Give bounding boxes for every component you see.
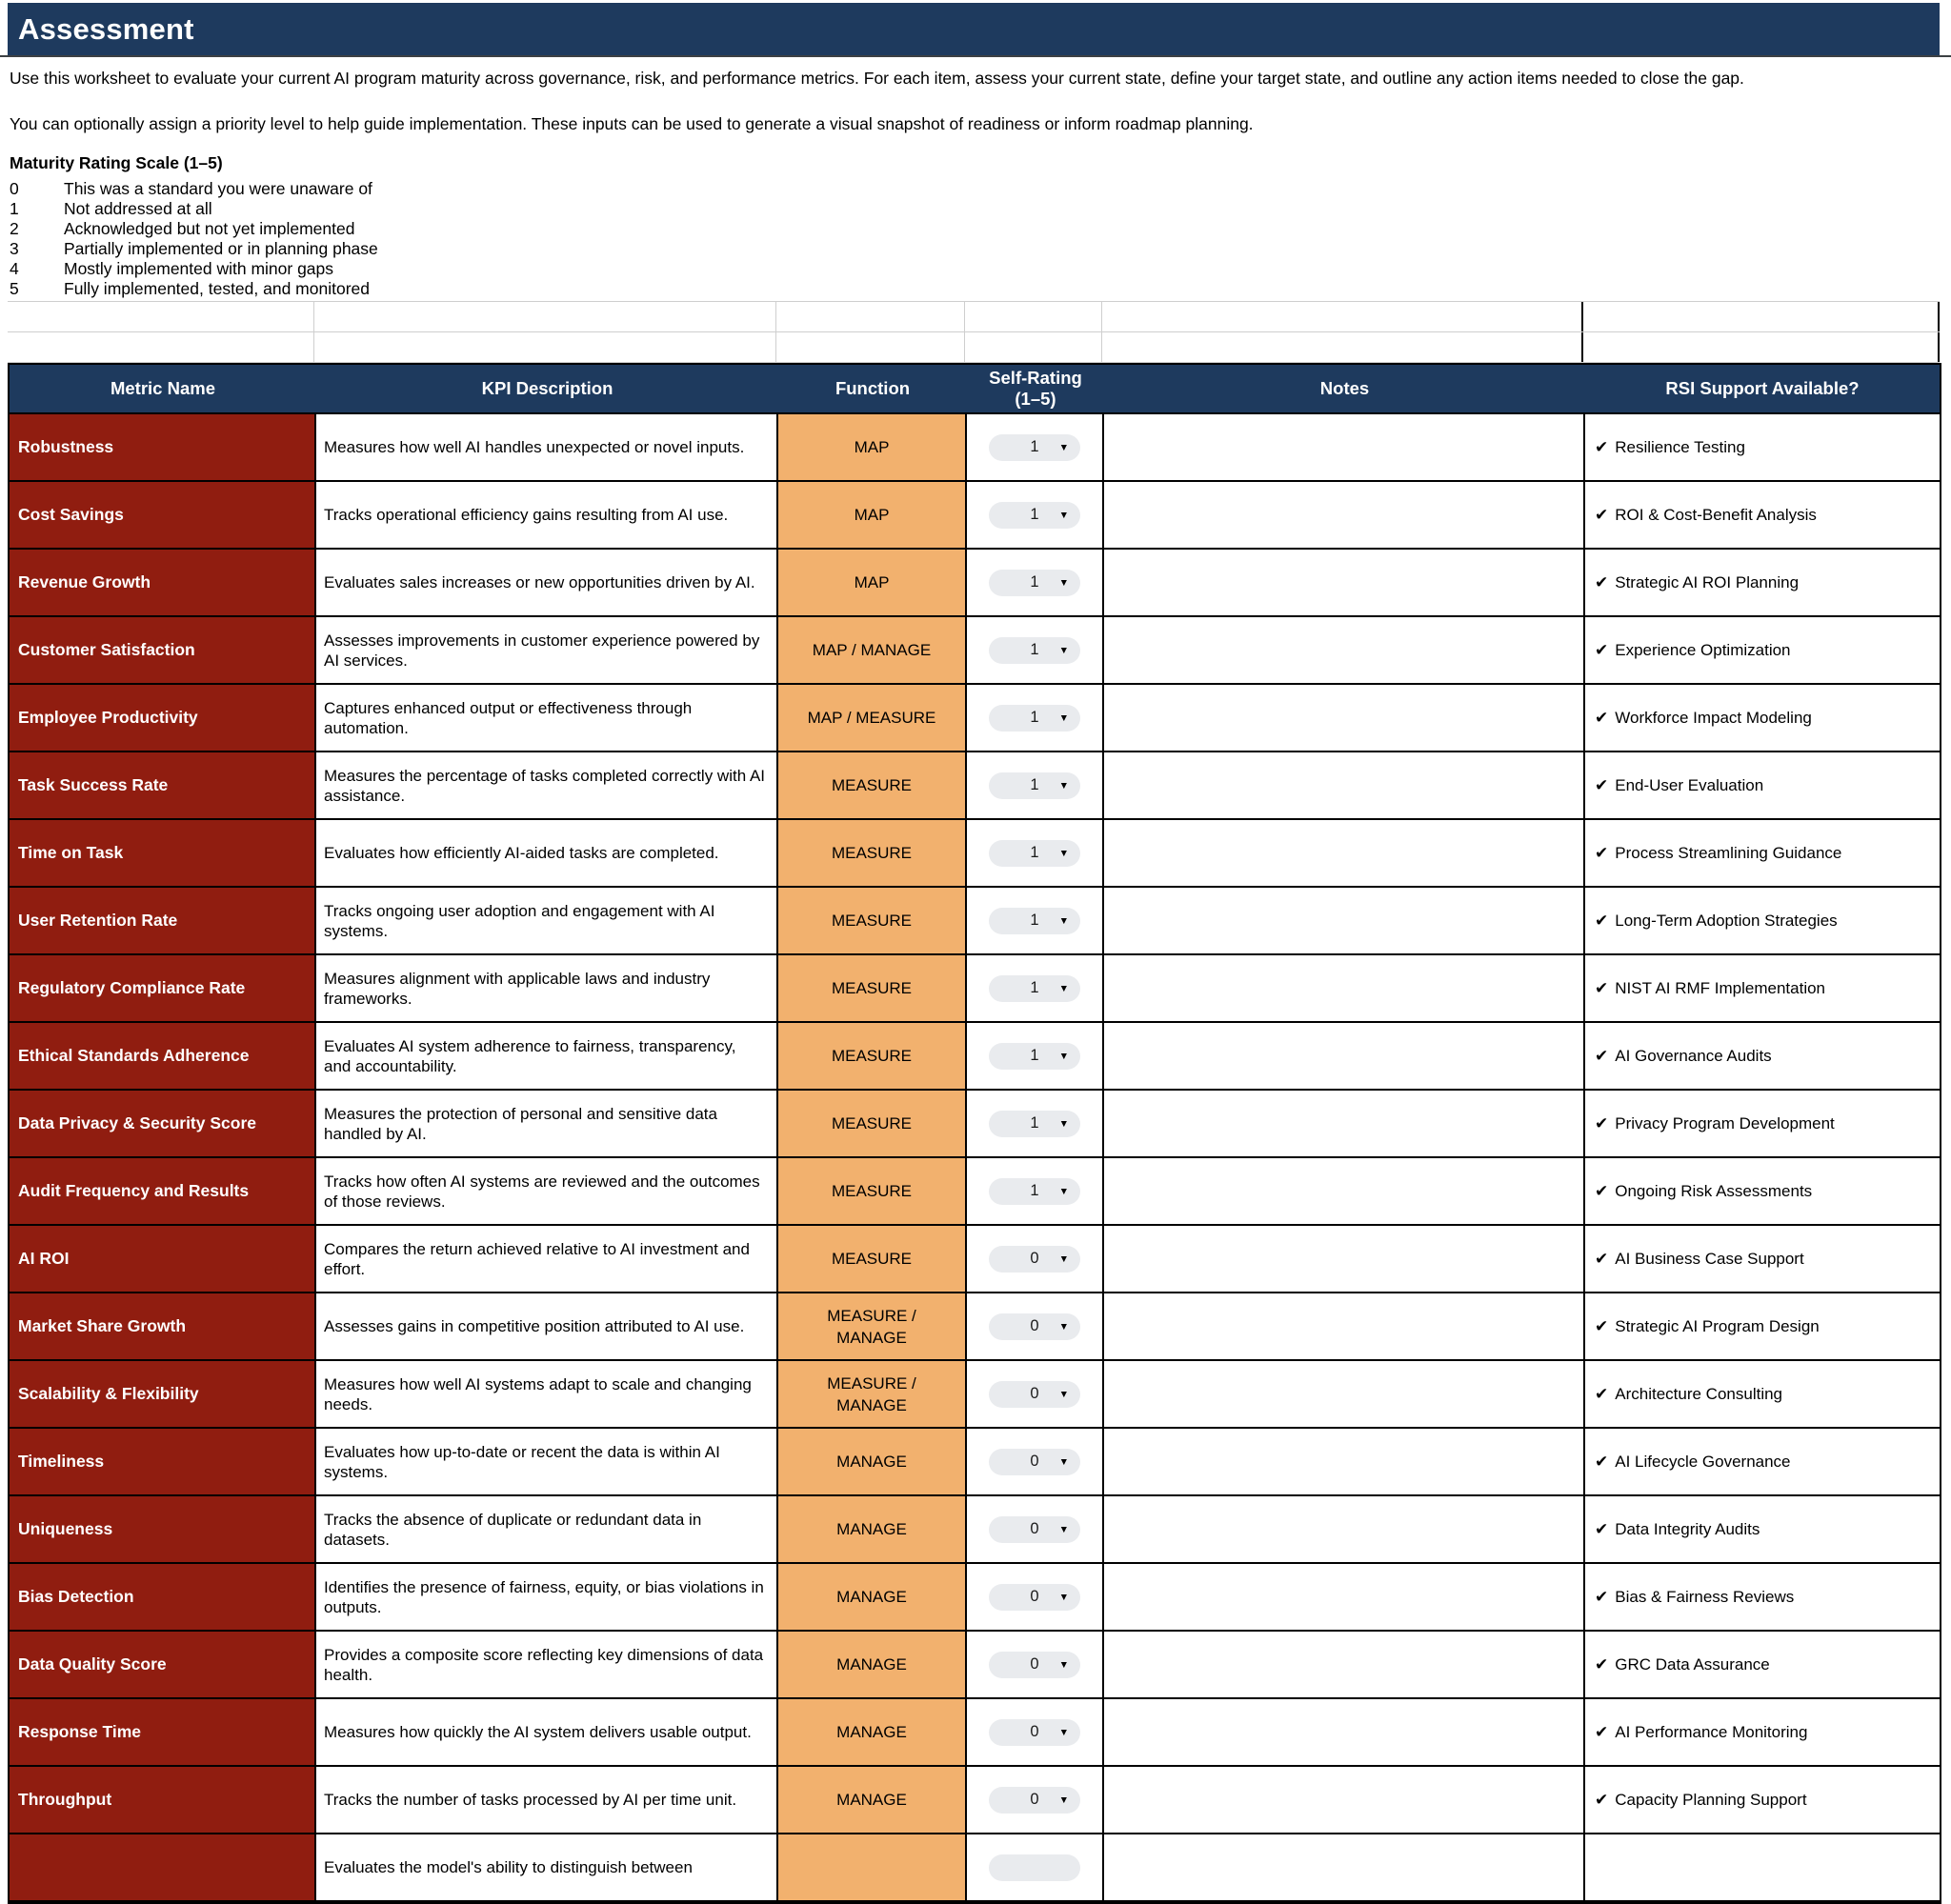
kpi-description-cell: Measures how well AI handles unexpected or novel inputs. <box>316 414 778 482</box>
chevron-down-icon: ▼ <box>1058 847 1069 859</box>
self-rating-value: 0 <box>1030 1791 1039 1808</box>
rsi-support-cell <box>1585 1429 1940 1496</box>
metric-name-cell: Bias Detection <box>10 1564 316 1632</box>
self-rating-cell <box>967 1564 1104 1632</box>
function-cell: MANAGE <box>778 1632 967 1699</box>
rsi-support-cell <box>1585 1564 1940 1632</box>
chevron-down-icon: ▼ <box>1058 1523 1069 1535</box>
rsi-support-label: Resilience Testing <box>1615 438 1745 456</box>
notes-cell[interactable] <box>1104 1429 1585 1496</box>
rsi-support-label: Data Integrity Audits <box>1615 1520 1760 1538</box>
self-rating-value: 1 <box>1030 1182 1039 1199</box>
self-rating-cell <box>967 820 1104 888</box>
self-rating-dropdown[interactable] <box>989 1854 1080 1881</box>
rsi-support-cell <box>1585 550 1940 617</box>
table-row <box>10 1091 1940 1158</box>
table-row <box>10 752 1940 820</box>
table-row <box>10 685 1940 752</box>
chevron-down-icon: ▼ <box>1058 1320 1069 1333</box>
notes-cell[interactable] <box>1104 1023 1585 1091</box>
table-row <box>10 1632 1940 1699</box>
rsi-support-label: ROI & Cost-Benefit Analysis <box>1615 506 1817 524</box>
self-rating-cell <box>967 550 1104 617</box>
metric-name-cell: Market Share Growth <box>10 1293 316 1361</box>
kpi-description-cell: Tracks ongoing user adoption and engagement with AI systems. <box>316 888 778 955</box>
rsi-support-cell <box>1585 955 1940 1023</box>
self-rating-value: 1 <box>1030 438 1039 455</box>
assessment-table <box>8 363 1941 1904</box>
rating-scale-item <box>10 239 1928 259</box>
rating-scale-item <box>10 259 1928 279</box>
function-cell: MEASURE <box>778 888 967 955</box>
table-row <box>10 414 1940 482</box>
check-icon: ✔ <box>1595 1047 1609 1065</box>
rsi-support-cell <box>1585 888 1940 955</box>
self-rating-dropdown[interactable] <box>989 1787 1080 1814</box>
rsi-support-cell <box>1585 1226 1940 1293</box>
column-header-kpi-description: KPI Description <box>481 378 613 398</box>
rating-scale-item <box>10 199 1928 219</box>
metric-name-cell: Time on Task <box>10 820 316 888</box>
function-cell: MAP <box>778 414 967 482</box>
kpi-description-cell: Evaluates sales increases or new opportunities driven by AI. <box>316 550 778 617</box>
self-rating-cell <box>967 1158 1104 1226</box>
self-rating-dropdown[interactable] <box>989 637 1080 664</box>
rsi-support-label: AI Performance Monitoring <box>1615 1723 1808 1741</box>
rating-scale-level: 1 <box>10 199 19 218</box>
table-row <box>10 1023 1940 1091</box>
self-rating-cell <box>967 1767 1104 1834</box>
function-cell: MEASURE <box>778 1023 967 1091</box>
rating-scale-level: 4 <box>10 259 19 278</box>
function-cell: MEASURE / MANAGE <box>778 1361 967 1429</box>
self-rating-cell <box>967 888 1104 955</box>
rating-scale-level: 5 <box>10 279 19 298</box>
rsi-support-label: Bias & Fairness Reviews <box>1615 1588 1795 1606</box>
rating-scale-list <box>10 179 1928 299</box>
column-header-notes: Notes <box>1319 378 1370 398</box>
self-rating-value: 1 <box>1030 979 1039 996</box>
self-rating-dropdown[interactable] <box>989 1111 1080 1137</box>
rating-scale-item <box>10 219 1928 239</box>
notes-cell[interactable] <box>1104 617 1585 685</box>
rsi-support-label: AI Lifecycle Governance <box>1615 1453 1791 1471</box>
rating-scale-label: Fully implemented, tested, and monitored <box>64 279 370 298</box>
metric-name-cell: Ethical Standards Adherence <box>10 1023 316 1091</box>
self-rating-value: 0 <box>1030 1453 1039 1470</box>
check-icon: ✔ <box>1595 709 1609 727</box>
self-rating-value: 0 <box>1030 1385 1039 1402</box>
rsi-support-cell <box>1585 1361 1940 1429</box>
table-body <box>10 414 1940 1902</box>
metric-name-cell: Customer Satisfaction <box>10 617 316 685</box>
function-cell: MANAGE <box>778 1699 967 1767</box>
table-row <box>10 1226 1940 1293</box>
self-rating-value: 0 <box>1030 1588 1039 1605</box>
table-row <box>10 820 1940 888</box>
empty-grid-rows <box>8 301 1940 363</box>
kpi-description-cell: Evaluates AI system adherence to fairness, transparency, and accountability. <box>316 1023 778 1091</box>
chevron-down-icon: ▼ <box>1058 1253 1069 1265</box>
empty-grid-row <box>8 332 1940 363</box>
check-icon: ✔ <box>1595 1588 1609 1606</box>
metric-name-cell: Regulatory Compliance Rate <box>10 955 316 1023</box>
self-rating-dropdown[interactable] <box>989 1516 1080 1543</box>
notes-cell[interactable] <box>1104 820 1585 888</box>
kpi-description-cell: Tracks how often AI systems are reviewed and the outcomes of those reviews. <box>316 1158 778 1226</box>
kpi-description-cell: Evaluates how efficiently AI-aided tasks are completed. <box>316 820 778 888</box>
notes-cell[interactable] <box>1104 1361 1585 1429</box>
table-header-row <box>10 363 1940 414</box>
rating-scale-item <box>10 279 1928 299</box>
rsi-support-cell <box>1585 1834 1940 1902</box>
kpi-description-cell: Identifies the presence of fairness, equity, or bias violations in outputs. <box>316 1564 778 1632</box>
kpi-description-cell: Tracks operational efficiency gains resulting from AI use. <box>316 482 778 550</box>
kpi-description-cell: Tracks the absence of duplicate or redundant data in datasets. <box>316 1496 778 1564</box>
self-rating-cell <box>967 1834 1104 1902</box>
chevron-down-icon: ▼ <box>1058 576 1069 589</box>
rsi-support-label: Experience Optimization <box>1615 641 1791 659</box>
check-icon: ✔ <box>1595 1723 1609 1741</box>
table-row <box>10 1429 1940 1496</box>
check-icon: ✔ <box>1595 912 1609 930</box>
self-rating-cell <box>967 617 1104 685</box>
self-rating-dropdown[interactable] <box>989 1584 1080 1611</box>
self-rating-cell <box>967 1293 1104 1361</box>
table-row <box>10 550 1940 617</box>
rating-scale-level: 3 <box>10 239 19 258</box>
self-rating-value: 0 <box>1030 1655 1039 1673</box>
sheet-title-bar <box>8 3 1940 55</box>
rsi-support-cell <box>1585 1699 1940 1767</box>
self-rating-cell <box>967 685 1104 752</box>
self-rating-cell <box>967 1632 1104 1699</box>
table-row <box>10 1158 1940 1226</box>
self-rating-value: 1 <box>1030 506 1039 523</box>
self-rating-dropdown[interactable] <box>989 772 1080 799</box>
table-row <box>10 1293 1940 1361</box>
column-header-self-rating: Self-Rating (1–5) <box>989 368 1082 409</box>
metric-name-cell: Cost Savings <box>10 482 316 550</box>
self-rating-value <box>989 1854 1080 1881</box>
kpi-description-cell: Assesses improvements in customer experience powered by AI services. <box>316 617 778 685</box>
self-rating-cell <box>967 1361 1104 1429</box>
table-row <box>10 1767 1940 1834</box>
rsi-support-cell <box>1585 414 1940 482</box>
check-icon: ✔ <box>1595 438 1609 456</box>
table-row <box>10 955 1940 1023</box>
chevron-down-icon: ▼ <box>1058 644 1069 656</box>
chevron-down-icon: ▼ <box>1058 914 1069 927</box>
metric-name-cell: Task Success Rate <box>10 752 316 820</box>
check-icon: ✔ <box>1595 776 1609 794</box>
chevron-down-icon: ▼ <box>1058 509 1069 521</box>
kpi-description-cell: Measures alignment with applicable laws and industry frameworks. <box>316 955 778 1023</box>
rsi-support-label: Capacity Planning Support <box>1615 1791 1807 1809</box>
self-rating-dropdown[interactable] <box>989 502 1080 529</box>
self-rating-cell <box>967 414 1104 482</box>
self-rating-dropdown[interactable] <box>989 434 1080 461</box>
function-cell: MANAGE <box>778 1429 967 1496</box>
chevron-down-icon: ▼ <box>1058 1455 1069 1468</box>
chevron-down-icon: ▼ <box>1058 1794 1069 1806</box>
chevron-down-icon: ▼ <box>1058 1185 1069 1197</box>
rsi-support-cell <box>1585 685 1940 752</box>
rsi-support-label: AI Governance Audits <box>1615 1047 1772 1065</box>
check-icon: ✔ <box>1595 1317 1609 1335</box>
self-rating-cell <box>967 1429 1104 1496</box>
function-cell: MANAGE <box>778 1767 967 1834</box>
metric-name-cell: AI ROI <box>10 1226 316 1293</box>
self-rating-dropdown[interactable] <box>989 1381 1080 1408</box>
notes-cell[interactable] <box>1104 414 1585 482</box>
chevron-down-icon: ▼ <box>1058 1388 1069 1400</box>
rating-scale-label: Mostly implemented with minor gaps <box>64 259 334 278</box>
table-row <box>10 888 1940 955</box>
rating-scale-label: Not addressed at all <box>64 199 212 218</box>
table-row <box>10 1564 1940 1632</box>
self-rating-cell <box>967 1496 1104 1564</box>
rsi-support-label: Strategic AI Program Design <box>1615 1317 1820 1335</box>
notes-cell[interactable] <box>1104 1226 1585 1293</box>
kpi-description-cell: Compares the return achieved relative to AI investment and effort. <box>316 1226 778 1293</box>
kpi-description-cell: Assesses gains in competitive position attributed to AI use. <box>316 1293 778 1361</box>
self-rating-cell <box>967 1023 1104 1091</box>
check-icon: ✔ <box>1595 1182 1609 1200</box>
kpi-description-cell: Tracks the number of tasks processed by AI per time unit. <box>316 1767 778 1834</box>
chevron-down-icon: ▼ <box>1058 779 1069 792</box>
metric-name-cell: Data Quality Score <box>10 1632 316 1699</box>
rating-scale-heading: Maturity Rating Scale (1–5) <box>10 153 223 172</box>
self-rating-value: 1 <box>1030 709 1039 726</box>
self-rating-value: 1 <box>1030 641 1039 658</box>
rsi-support-label: AI Business Case Support <box>1615 1250 1804 1268</box>
check-icon: ✔ <box>1595 1791 1609 1809</box>
check-icon: ✔ <box>1595 1453 1609 1471</box>
kpi-description-cell: Measures how well AI systems adapt to scale and changing needs. <box>316 1361 778 1429</box>
rating-scale-level: 2 <box>10 219 19 238</box>
metric-name-cell: Response Time <box>10 1699 316 1767</box>
metric-name-cell: Revenue Growth <box>10 550 316 617</box>
table-row <box>10 617 1940 685</box>
self-rating-value: 0 <box>1030 1250 1039 1267</box>
self-rating-value: 0 <box>1030 1723 1039 1740</box>
self-rating-value: 1 <box>1030 1047 1039 1064</box>
check-icon: ✔ <box>1595 573 1609 591</box>
self-rating-dropdown[interactable] <box>989 1178 1080 1205</box>
self-rating-dropdown[interactable] <box>989 1246 1080 1273</box>
self-rating-value: 1 <box>1030 1114 1039 1132</box>
function-cell: MEASURE <box>778 752 967 820</box>
rsi-support-label: Architecture Consulting <box>1615 1385 1783 1403</box>
title-divider <box>0 55 1951 57</box>
self-rating-cell <box>967 482 1104 550</box>
self-rating-value: 1 <box>1030 776 1039 793</box>
rating-scale-label: Acknowledged but not yet implemented <box>64 219 355 238</box>
metric-name-cell: Timeliness <box>10 1429 316 1496</box>
rating-scale-label: Partially implemented or in planning phase <box>64 239 378 258</box>
check-icon: ✔ <box>1595 844 1609 862</box>
rsi-support-label: Ongoing Risk Assessments <box>1615 1182 1813 1200</box>
check-icon: ✔ <box>1595 1250 1609 1268</box>
table-row <box>10 1834 1940 1902</box>
intro-paragraph-2: You can optionally assign a priority level to help guide implementation. These inputs can be used to generate a visual snapshot of readiness or inform roadmap planning. <box>10 114 1254 133</box>
notes-cell[interactable] <box>1104 685 1585 752</box>
kpi-description-cell: Provides a composite score reflecting key dimensions of data health. <box>316 1632 778 1699</box>
metric-name-cell: Employee Productivity <box>10 685 316 752</box>
rsi-support-label: Privacy Program Development <box>1615 1114 1835 1132</box>
rsi-support-label: Strategic AI ROI Planning <box>1615 573 1800 591</box>
rsi-support-label: Workforce Impact Modeling <box>1615 709 1812 727</box>
notes-cell[interactable] <box>1104 1496 1585 1564</box>
function-cell: MEASURE <box>778 1226 967 1293</box>
check-icon: ✔ <box>1595 1655 1609 1674</box>
chevron-down-icon: ▼ <box>1058 441 1069 453</box>
metric-name-cell <box>10 1834 316 1902</box>
self-rating-cell <box>967 1699 1104 1767</box>
check-icon: ✔ <box>1595 979 1609 997</box>
check-icon: ✔ <box>1595 1520 1609 1538</box>
notes-cell[interactable] <box>1104 1632 1585 1699</box>
metric-name-cell: Robustness <box>10 414 316 482</box>
self-rating-cell <box>967 1226 1104 1293</box>
column-header-rsi-support: RSI Support Available? <box>1665 378 1860 398</box>
rsi-support-cell <box>1585 1767 1940 1834</box>
metric-name-cell: Uniqueness <box>10 1496 316 1564</box>
notes-cell[interactable] <box>1104 1091 1585 1158</box>
notes-cell[interactable] <box>1104 1767 1585 1834</box>
self-rating-cell <box>967 955 1104 1023</box>
self-rating-dropdown[interactable] <box>989 908 1080 934</box>
table-row <box>10 1361 1940 1429</box>
self-rating-value: 0 <box>1030 1317 1039 1334</box>
table-row <box>10 1496 1940 1564</box>
self-rating-value: 0 <box>1030 1520 1039 1537</box>
self-rating-cell <box>967 752 1104 820</box>
rating-scale-item <box>10 179 1928 199</box>
chevron-down-icon: ▼ <box>1058 1117 1069 1130</box>
metric-name-cell: Scalability & Flexibility <box>10 1361 316 1429</box>
self-rating-value: 1 <box>1030 912 1039 929</box>
metric-name-cell: Audit Frequency and Results <box>10 1158 316 1226</box>
rsi-support-label: Process Streamlining Guidance <box>1615 844 1842 862</box>
function-cell: MAP / MEASURE <box>778 685 967 752</box>
function-cell: MEASURE <box>778 955 967 1023</box>
function-cell: MANAGE <box>778 1496 967 1564</box>
notes-cell[interactable] <box>1104 1834 1585 1902</box>
kpi-description-cell: Captures enhanced output or effectiveness through automation. <box>316 685 778 752</box>
rsi-support-cell <box>1585 482 1940 550</box>
self-rating-dropdown[interactable] <box>989 1719 1080 1746</box>
check-icon: ✔ <box>1595 1114 1609 1132</box>
rsi-support-label: GRC Data Assurance <box>1615 1655 1770 1674</box>
check-icon: ✔ <box>1595 1385 1609 1403</box>
function-cell: MAP <box>778 482 967 550</box>
function-cell: MEASURE <box>778 820 967 888</box>
kpi-description-cell: Measures the percentage of tasks completed correctly with AI assistance. <box>316 752 778 820</box>
intro-paragraph-1: Use this worksheet to evaluate your current AI program maturity across governance, risk, and performance metrics. For each item, assess your current state, define your target state, and outline any action items needed to close the gap. <box>10 69 1744 88</box>
notes-cell[interactable] <box>1104 888 1585 955</box>
rsi-support-cell <box>1585 617 1940 685</box>
function-cell: MANAGE <box>778 1564 967 1632</box>
notes-cell[interactable] <box>1104 1699 1585 1767</box>
table-row <box>10 482 1940 550</box>
rsi-support-label: Long-Term Adoption Strategies <box>1615 912 1838 930</box>
self-rating-dropdown[interactable] <box>989 975 1080 1002</box>
function-cell: MAP <box>778 550 967 617</box>
rsi-support-label: NIST AI RMF Implementation <box>1615 979 1826 997</box>
column-header-metric-name: Metric Name <box>110 378 215 398</box>
self-rating-dropdown[interactable] <box>989 1449 1080 1475</box>
function-cell: MEASURE / MANAGE <box>778 1293 967 1361</box>
chevron-down-icon: ▼ <box>1058 1658 1069 1671</box>
chevron-down-icon: ▼ <box>1058 1050 1069 1062</box>
kpi-description-cell: Measures how quickly the AI system delivers usable output. <box>316 1699 778 1767</box>
notes-cell[interactable] <box>1104 1158 1585 1226</box>
check-icon: ✔ <box>1595 506 1609 524</box>
rsi-support-cell <box>1585 1293 1940 1361</box>
chevron-down-icon: ▼ <box>1058 1591 1069 1603</box>
metric-name-cell: User Retention Rate <box>10 888 316 955</box>
kpi-description-cell: Measures the protection of personal and sensitive data handled by AI. <box>316 1091 778 1158</box>
page-title: Assessment <box>18 11 194 46</box>
rsi-support-cell <box>1585 1158 1940 1226</box>
rsi-support-cell <box>1585 1496 1940 1564</box>
rsi-support-cell <box>1585 1023 1940 1091</box>
notes-cell[interactable] <box>1104 482 1585 550</box>
metric-name-cell: Throughput <box>10 1767 316 1834</box>
notes-cell[interactable] <box>1104 955 1585 1023</box>
notes-cell[interactable] <box>1104 752 1585 820</box>
rating-scale-label: This was a standard you were unaware of <box>64 179 372 198</box>
intro-section <box>10 68 1928 299</box>
chevron-down-icon: ▼ <box>1058 982 1069 994</box>
rsi-support-cell <box>1585 820 1940 888</box>
notes-cell[interactable] <box>1104 1564 1585 1632</box>
self-rating-dropdown[interactable] <box>989 705 1080 732</box>
self-rating-dropdown[interactable] <box>989 1043 1080 1070</box>
metric-name-cell: Data Privacy & Security Score <box>10 1091 316 1158</box>
rsi-support-cell <box>1585 752 1940 820</box>
self-rating-dropdown[interactable] <box>989 1652 1080 1678</box>
kpi-description-cell: Evaluates the model's ability to distinguish between <box>316 1834 778 1902</box>
rating-scale-level: 0 <box>10 179 19 198</box>
rsi-support-label: End-User Evaluation <box>1615 776 1764 794</box>
self-rating-cell <box>967 1091 1104 1158</box>
chevron-down-icon: ▼ <box>1058 1726 1069 1738</box>
function-cell: MAP / MANAGE <box>778 617 967 685</box>
table-row <box>10 1699 1940 1767</box>
kpi-description-cell: Evaluates how up-to-date or recent the data is within AI systems. <box>316 1429 778 1496</box>
function-cell: MEASURE <box>778 1091 967 1158</box>
self-rating-dropdown[interactable] <box>989 840 1080 867</box>
check-icon: ✔ <box>1595 641 1609 659</box>
rsi-support-cell <box>1585 1091 1940 1158</box>
notes-cell[interactable] <box>1104 1293 1585 1361</box>
function-cell <box>778 1834 967 1902</box>
chevron-down-icon: ▼ <box>1058 711 1069 724</box>
self-rating-value: 1 <box>1030 573 1039 591</box>
empty-grid-row <box>8 302 1940 332</box>
column-header-function: Function <box>835 378 911 398</box>
notes-cell[interactable] <box>1104 550 1585 617</box>
function-cell: MEASURE <box>778 1158 967 1226</box>
rsi-support-cell <box>1585 1632 1940 1699</box>
self-rating-dropdown[interactable] <box>989 570 1080 596</box>
self-rating-value: 1 <box>1030 844 1039 861</box>
self-rating-dropdown[interactable] <box>989 1313 1080 1340</box>
